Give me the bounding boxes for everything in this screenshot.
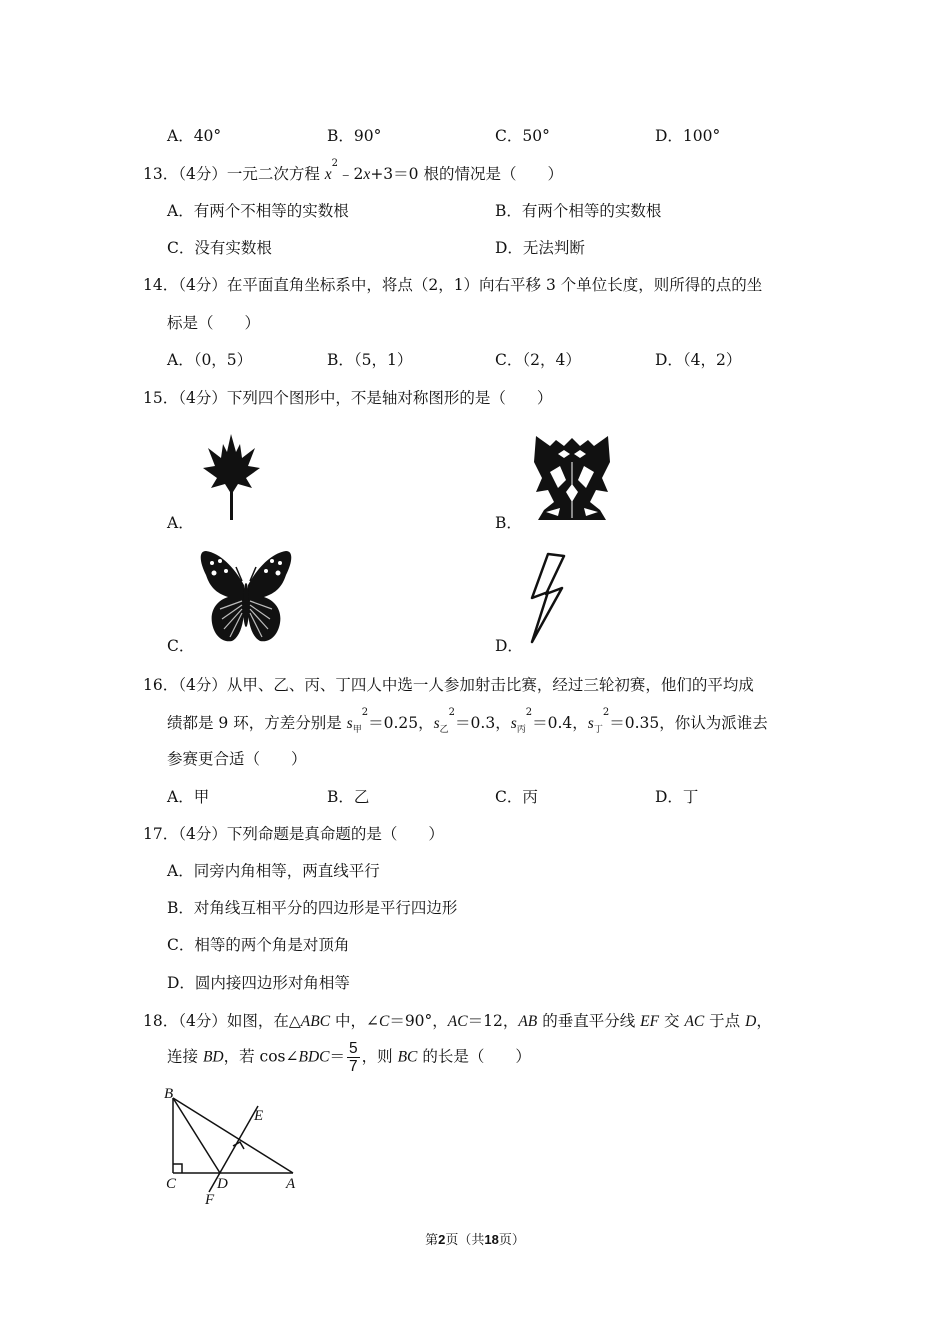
q15-label-c: C． [167, 637, 195, 655]
label-c: C [166, 1176, 177, 1192]
q16-option-a: A．甲 [167, 788, 210, 806]
q15-label-a: A． [167, 514, 194, 532]
lightning-bolt-figure [526, 552, 570, 646]
fraction-5-7: $\frac{5}{7}$ [349, 1040, 358, 1075]
q15-stem: 15．（4分）下列四个图形中，不是轴对称图形的是（ ） [143, 389, 553, 407]
label-e: E [254, 1108, 264, 1124]
q14-option-a: A．（0，5） [167, 351, 253, 369]
q14-option-b: B．（5，1） [327, 351, 413, 369]
q18-stem-line2: 连接 BD，若 cos∠BDC＝ $\frac{5}{7}$ ，则 BC 的长是（ ） [167, 1040, 531, 1075]
maple-leaf-figure [200, 432, 262, 522]
label-f: F [205, 1192, 215, 1208]
q17-option-b: B．对角线互相平分的四边形是平行四边形 [167, 899, 458, 917]
q13-option-a: A．有两个不相等的实数根 [167, 202, 349, 220]
q14-stem-line2: 标是（ ） [167, 314, 261, 332]
q15-label-b: B． [495, 514, 522, 532]
label-b: B [164, 1086, 174, 1102]
q13-stem: 13．（4分）一元二次方程 $x^2﹣2x+3=0$ 根的情况是（ ） [143, 158, 563, 183]
q16-option-d: D．丁 [655, 788, 699, 806]
q17-stem: 17．（4分）下列命题是真命题的是（ ） [143, 825, 444, 843]
q13-option-c: C．没有实数根 [167, 239, 272, 257]
q16-stem-line1: 16．（4分）从甲、乙、丙、丁四人中选一人参加射击比赛，经过三轮初赛，他们的平均成 [143, 676, 754, 694]
eagle-emblem-figure [530, 432, 614, 524]
q16-stem-line3: 参赛更合适（ ） [167, 750, 307, 768]
q13-option-d: D．无法判断 [495, 239, 585, 257]
q17-option-a: A．同旁内角相等，两直线平行 [167, 862, 380, 880]
q16-stem-line2: 绩都是 9 环，方差分别是 $s_甲^2=0.25$，$s_乙^2=0.3$，$s_丙^2=0.4$，$s_丁^2=0.35$，你认为派谁去 [167, 707, 768, 736]
label-a: A [286, 1176, 296, 1192]
page-footer: 第2页（共18页） [425, 1232, 525, 1248]
triangle-geometry-figure [160, 1084, 310, 1210]
q16-option-b: B．乙 [327, 788, 370, 806]
label-d: D [217, 1176, 228, 1192]
q17-option-d: D．圆内接四边形对角相等 [167, 974, 350, 992]
q15-label-d: D． [495, 637, 523, 655]
q16-option-c: C．丙 [495, 788, 538, 806]
q17-option-c: C．相等的两个角是对顶角 [167, 936, 350, 954]
q12-option-d: D．100° [655, 127, 721, 145]
q12-option-c: C．50° [495, 127, 550, 145]
q14-stem-line1: 14．（4分）在平面直角坐标系中，将点（2，1）向右平移 3 个单位长度，则所得的点的坐 [143, 276, 763, 294]
butterfly-figure [198, 549, 294, 645]
q18-stem-line1: 18．（4分）如图，在△ABC 中，∠C＝90°，AC＝12，AB 的垂直平分线 EF 交 AC 于点 D， [143, 1012, 772, 1030]
q13-option-b: B．有两个相等的实数根 [495, 202, 662, 220]
q12-option-a: A．40° [167, 127, 222, 145]
q14-option-c: C．（2，4） [495, 351, 581, 369]
q12-option-b: B．90° [327, 127, 382, 145]
q14-option-d: D．（4，2） [655, 351, 742, 369]
